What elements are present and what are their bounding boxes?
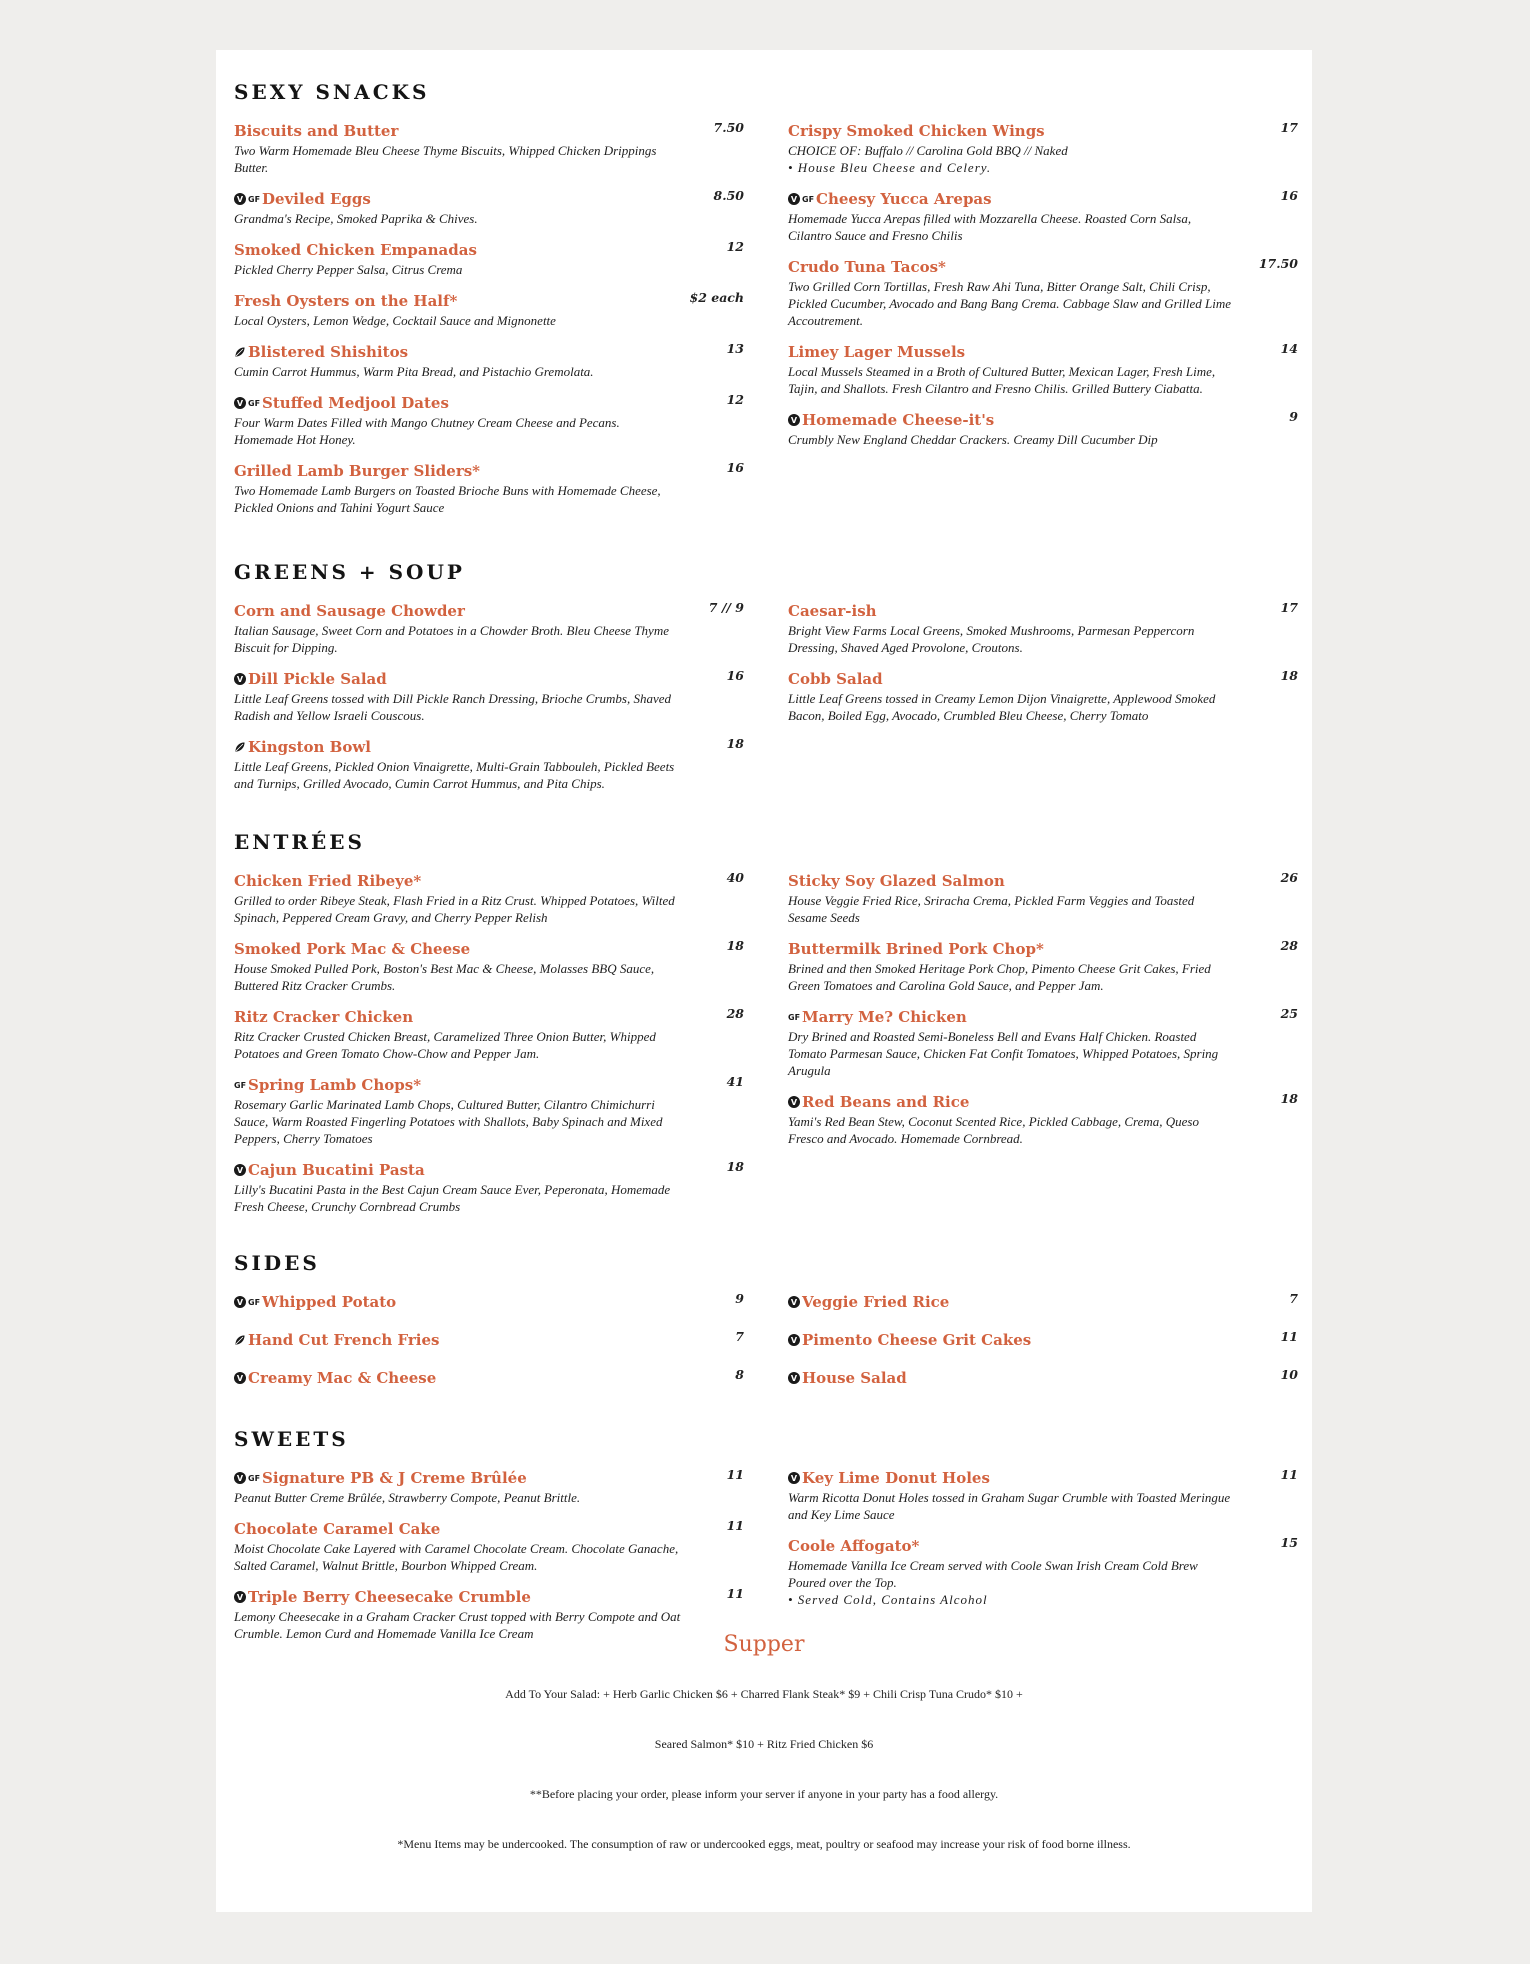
menu-item-price: 16 [726,668,744,683]
menu-item-name: Cobb Salad [788,670,883,688]
menu-item [234,392,744,448]
vegan-leaf-icon [234,346,246,358]
left-column [234,120,744,528]
menu-item-name: Signature PB & J Creme Brûlée [262,1469,527,1487]
menu-item-description: Bright View Farms Local Greens, Smoked Mushrooms, Parmesan Peppercorn Dressing, Shaved Aged Provolone, Croutons. [788,623,1195,655]
menu-item-description: Grandma's Recipe, Smoked Paprika & Chives. [234,211,478,226]
menu-item-header [234,1518,682,1540]
menu-item-name: Blistered Shishitos [248,343,409,361]
menu-item-price: 13 [726,341,744,356]
vegetarian-icon: V [788,1334,800,1346]
menu-item-header [234,870,682,892]
section-title: ENTRÉES [234,830,365,854]
menu-item-name: Marry Me? Chicken [802,1008,967,1026]
menu-item-name: Chocolate Caramel Cake [234,1520,441,1538]
section-sides [234,1251,1298,1405]
menu-item-name: Homemade Cheese-it's [802,411,995,429]
menu-item-price: 11 [726,1467,744,1482]
menu-item-header [788,120,1236,142]
section-sexy-snacks [234,80,1298,528]
menu-item-header [234,1367,682,1389]
left-column [234,600,744,804]
vegetarian-icon: V [234,397,246,409]
menu-item [234,239,744,278]
menu-item-name: Limey Lager Mussels [788,343,966,361]
menu-item-header [234,290,682,312]
menu-item-name: Deviled Eggs [262,190,371,208]
menu-item-name: Biscuits and Butter [234,122,399,140]
menu-item-name: Whipped Potato [262,1293,397,1311]
vegetarian-icon: V [788,1296,800,1308]
menu-item-price: 28 [1280,938,1298,953]
gluten-free-icon: GF [788,1012,801,1022]
section-title: SIDES [234,1251,320,1275]
gluten-free-icon: GF [802,194,815,204]
menu-item-header [234,460,682,482]
menu-item-price: 14 [1280,341,1298,356]
menu-item [234,341,744,380]
menu-item-price: 41 [726,1074,744,1089]
menu-item-name: Pimento Cheese Grit Cakes [802,1331,1032,1349]
menu-item-header [234,736,682,758]
menu-item-note: • House Bleu Cheese and Celery. [788,160,992,175]
right-column [788,600,1298,804]
menu-item-name: Smoked Pork Mac & Cheese [234,940,471,958]
menu-item-name: Cajun Bucatini Pasta [248,1161,425,1179]
vegetarian-icon: V [788,1472,800,1484]
menu-item-description: Lemony Cheesecake in a Graham Cracker Crust topped with Berry Compote and Oat Crumble. Lemon Curd and Homemade Vanilla Ice Cream [234,1609,681,1641]
menu-item [788,1006,1298,1079]
vegetarian-icon: V [788,1096,800,1108]
menu-item-name: Ritz Cracker Chicken [234,1008,414,1026]
menu-item [234,600,744,656]
vegan-leaf-icon [234,741,246,753]
menu-item-header [788,1535,1236,1557]
menu-item [788,938,1298,994]
menu-item-price: 16 [726,460,744,475]
menu-item [234,1074,744,1147]
section-entrees [234,830,1298,1227]
vegan-leaf-icon [234,1334,246,1346]
menu-item-header [788,1367,1236,1389]
menu-item-name: Key Lime Donut Holes [802,1469,990,1487]
right-column [788,870,1298,1227]
section-greens-soup [234,560,1298,804]
menu-item-name: Fresh Oysters on the Half* [234,292,458,310]
menu-item-header [788,1467,1236,1489]
menu-item-price: 18 [1280,668,1298,683]
menu-item-price: 12 [726,239,744,254]
menu-item-description: Lilly's Bucatini Pasta in the Best Cajun Cream Sauce Ever, Peperonata, Homemade Fresh Cheese, Crunchy Cornbread Crumbs [234,1182,671,1214]
menu-item-name: Veggie Fried Rice [802,1293,950,1311]
right-column [788,1467,1298,1654]
menu-item-price: 18 [726,736,744,751]
menu-item [788,256,1298,329]
menu-item-name: Kingston Bowl [248,738,371,756]
menu-item-header [788,409,1236,431]
menu-item [234,1159,744,1215]
menu-item-header [234,239,682,261]
section-title: GREENS + SOUP [234,560,465,584]
menu-item [234,870,744,926]
menu-item-description: Local Oysters, Lemon Wedge, Cocktail Sauce and Mignonette [234,313,556,328]
menu-item [234,1367,744,1389]
gluten-free-icon: GF [248,398,261,408]
menu-item-price: 7 // 9 [708,600,744,615]
menu-item-price: 10 [1280,1367,1298,1382]
menu-item-price: 11 [1280,1329,1298,1344]
menu-item-header [234,341,682,363]
menu-item-name: Cheesy Yucca Arepas [816,190,992,208]
menu-item-header [234,392,682,414]
menu-item-price: 40 [726,870,744,885]
menu-item-price: 16 [1280,188,1298,203]
left-column [234,1467,744,1654]
menu-item-description: Local Mussels Steamed in a Broth of Cultured Butter, Mexican Lager, Fresh Lime, Tajin, and Shallots. Fresh Cilantro and Fresno Chilis. Grilled Buttery Ciabatta. [788,364,1216,396]
menu-item [788,870,1298,926]
vegetarian-icon: V [234,1472,246,1484]
menu-item-price: 8 [735,1367,744,1382]
menu-item-description: House Smoked Pulled Pork, Boston's Best Mac & Cheese, Molasses BBQ Sauce, Buttered Ritz Cracker Crumbs. [234,961,655,993]
menu-item [234,668,744,724]
menu-item [234,120,744,176]
menu-item-header [788,256,1236,278]
vegetarian-icon: V [234,1372,246,1384]
menu-item-price: 12 [726,392,744,407]
menu-item-name: Grilled Lamb Burger Sliders* [234,462,481,480]
menu-item-header [788,600,1236,622]
menu-item-price: 7 [735,1329,744,1344]
menu-item-price: 11 [726,1586,744,1601]
menu-item [788,120,1298,176]
salad-addons-line-2: Seared Salmon* $10 + Ritz Fried Chicken $6 [654,1737,874,1751]
menu-item-description: Pickled Cherry Pepper Salsa, Citrus Crema [234,262,463,277]
menu-item-description: Dry Brined and Roasted Semi-Boneless Bell and Evans Half Chicken. Roasted Tomato Parmesan Sauce, Chicken Fat Confit Tomatoes, Whipped Potatoes, Spring Arugula [788,1029,1219,1078]
menu-item-price: 17 [1280,120,1298,135]
menu-item-name: Red Beans and Rice [802,1093,970,1111]
menu-item [788,1535,1298,1608]
menu-item-price: 17 [1280,600,1298,615]
menu-item-price: 9 [735,1291,744,1306]
menu-item-price: 7.50 [713,120,744,135]
menu-item [234,290,744,329]
menu-item [234,1006,744,1062]
menu-item-name: Chicken Fried Ribeye* [234,872,422,890]
menu-item-name: Stuffed Medjool Dates [262,394,449,412]
menu-item-header [234,1467,682,1489]
menu-item-description: Little Leaf Greens tossed with Dill Pickle Ranch Dressing, Brioche Crumbs, Shaved Radish and Yellow Israeli Couscous. [234,691,672,723]
menu-item-name: Coole Affogato* [788,1537,920,1555]
gluten-free-icon: GF [248,1473,261,1483]
vegetarian-icon: V [788,1372,800,1384]
menu-item-header [234,188,682,210]
menu-item-name: Spring Lamb Chops* [248,1076,422,1094]
menu-item [788,1367,1298,1389]
menu-item-name: Caesar-ish [788,602,877,620]
menu-item-description: Two Warm Homemade Bleu Cheese Thyme Biscuits, Whipped Chicken Drippings Butter. [234,143,657,175]
menu-item-description: Crumbly New England Cheddar Crackers. Creamy Dill Cucumber Dip [788,432,1158,447]
menu-item-name: Creamy Mac & Cheese [248,1369,437,1387]
menu-item [788,341,1298,397]
menu-item-note: • Served Cold, Contains Alcohol [788,1592,988,1607]
menu-item-description: Italian Sausage, Sweet Corn and Potatoes in a Chowder Broth. Bleu Cheese Thyme Biscuit for Dipping. [234,623,669,655]
menu-item-description: Yami's Red Bean Stew, Coconut Scented Rice, Pickled Cabbage, Crema, Queso Fresco and Avocado. Homemade Cornbread. [788,1114,1199,1146]
menu-item-name: Triple Berry Cheesecake Crumble [248,1588,531,1606]
vegetarian-icon: V [788,193,800,205]
menu-item [788,668,1298,724]
menu-item-header [788,668,1236,690]
menu-item-price: 18 [726,938,744,953]
menu-item [788,600,1298,656]
right-column [788,120,1298,528]
section-title: SWEETS [234,1427,349,1451]
left-column [234,870,744,1227]
menu-item [788,188,1298,244]
section-sweets [234,1427,1298,1654]
menu-item-header [788,341,1236,363]
menu-content [234,80,1298,1680]
menu-item-description: Four Warm Dates Filled with Mango Chutney Cream Cheese and Pecans. Homemade Hot Honey. [234,415,620,447]
allergy-notice: **Before placing your order, please inform your server if anyone in your party has a food allergy. [529,1787,999,1801]
menu-item-price: 25 [1280,1006,1298,1021]
menu-item [788,1291,1298,1313]
menu-item-description: Moist Chocolate Cake Layered with Caramel Chocolate Cream. Chocolate Ganache, Salted Caramel, Walnut Brittle, Bourbon Whipped Cream. [234,1541,679,1573]
salad-addons-line-1: Add To Your Salad: + Herb Garlic Chicken $6 + Charred Flank Steak* $9 + Chili Crisp Tuna Crudo* $10 + [505,1687,1023,1701]
menu-item-price: 18 [1280,1091,1298,1106]
menu-item [234,188,744,227]
menu-item [788,409,1298,448]
menu-item-name: Dill Pickle Salad [248,670,387,688]
menu-item-name: House Salad [802,1369,907,1387]
menu-item [234,938,744,994]
menu-item-header [788,938,1236,960]
menu-item-header [234,1006,682,1028]
menu-item-description: Two Grilled Corn Tortillas, Fresh Raw Ahi Tuna, Bitter Orange Salt, Chili Crisp, Pickled Cucumber, Avocado and Bang Bang Crema. Cabbage Slaw and Grilled Lime Accoutrement. [788,279,1232,328]
menu-item-price: 18 [726,1159,744,1174]
menu-item-header [234,668,682,690]
menu-item-header [234,938,682,960]
menu-item-price: 9 [1289,409,1298,424]
menu-item [788,1091,1298,1147]
menu-item-description: Cumin Carrot Hummus, Warm Pita Bread, and Pistachio Gremolata. [234,364,594,379]
menu-item-description: Homemade Vanilla Ice Cream served with Coole Swan Irish Cream Cold Brew Poured over the Top. [788,1558,1198,1590]
vegetarian-icon: V [234,1296,246,1308]
left-column [234,1291,744,1405]
undercooked-notice: *Menu Items may be undercooked. The consumption of raw or undercooked eggs, meat, poultry or seafood may increase your risk of food borne illness. [397,1837,1131,1851]
menu-item [234,736,744,792]
gluten-free-icon: GF [248,1297,261,1307]
gluten-free-icon: GF [234,1080,247,1090]
menu-item-name: Crispy Smoked Chicken Wings [788,122,1045,140]
menu-item-name: Smoked Chicken Empanadas [234,241,477,259]
menu-item-name: Crudo Tuna Tacos* [788,258,946,276]
menu-item-name: Buttermilk Brined Pork Chop* [788,940,1044,958]
menu-item-price: 28 [726,1006,744,1021]
menu-item-header [788,870,1236,892]
menu-item [234,460,744,516]
menu-footer [216,1632,1312,1887]
menu-item-header [788,1291,1236,1313]
menu-item-name: Sticky Soy Glazed Salmon [788,872,1005,890]
menu-item-header [234,1291,682,1313]
menu-item-description: Brined and then Smoked Heritage Pork Chop, Pimento Cheese Grit Cakes, Fried Green Tomatoes and Carolina Gold Sauce, and Pepper Jam. [788,961,1211,993]
menu-item-header [788,1091,1236,1113]
vegetarian-icon: V [234,1591,246,1603]
menu-item-header [788,188,1236,210]
menu-item-price: $2 each [689,290,744,305]
vegetarian-icon: V [234,673,246,685]
menu-item-price: 8.50 [713,188,744,203]
right-column [788,1291,1298,1405]
footer-title: Supper [723,1632,805,1657]
menu-item-description: House Veggie Fried Rice, Sriracha Crema, Pickled Farm Veggies and Toasted Sesame Seeds [788,893,1195,925]
menu-item-header [234,1329,682,1351]
vegetarian-icon: V [234,1164,246,1176]
menu-item [234,1518,744,1574]
menu-item-price: 11 [1280,1467,1298,1482]
menu-item-price: 17.50 [1258,256,1298,271]
menu-item-header [234,600,682,622]
vegetarian-icon: V [234,193,246,205]
menu-item [788,1467,1298,1523]
menu-item-description: Ritz Cracker Crusted Chicken Breast, Caramelized Three Onion Butter, Whipped Potatoes and Green Tomato Chow-Chow and Pepper Jam. [234,1029,656,1061]
menu-item [234,1291,744,1313]
menu-item-header [234,1074,682,1096]
menu-item-description: Warm Ricotta Donut Holes tossed in Graham Sugar Crumble with Toasted Meringue and Key Lime Sauce [788,1490,1231,1522]
menu-item-description: Homemade Yucca Arepas filled with Mozzarella Cheese. Roasted Corn Salsa, Cilantro Sauce and Fresno Chilis [788,211,1192,243]
menu-item-header [788,1006,1236,1028]
menu-item-price: 15 [1280,1535,1298,1550]
menu-item-header [234,1586,682,1608]
menu-item-name: Hand Cut French Fries [248,1331,440,1349]
menu-item [234,1329,744,1351]
menu-item-description: Rosemary Garlic Marinated Lamb Chops, Cultured Butter, Cilantro Chimichurri Sauce, Warm Roasted Fingerling Potatoes with Shallots, Baby Spinach and Mixed Peppers, Cherry Tomatoes [234,1097,663,1146]
menu-item-description: CHOICE OF: Buffalo // Carolina Gold BBQ // Naked [788,143,1068,158]
section-title: SEXY SNACKS [234,80,430,104]
menu-item-description: Two Homemade Lamb Burgers on Toasted Brioche Buns with Homemade Cheese, Pickled Onions and Tahini Yogurt Sauce [234,483,661,515]
menu-item-description: Peanut Butter Creme Brûlée, Strawberry Compote, Peanut Brittle. [234,1490,581,1505]
menu-item-description: Grilled to order Ribeye Steak, Flash Fried in a Ritz Crust. Whipped Potatoes, Wilted Spinach, Peppered Cream Gravy, and Cherry Pepper Relish [234,893,675,925]
menu-item-header [788,1329,1236,1351]
vegetarian-icon: V [788,414,800,426]
menu-item-header [234,1159,682,1181]
menu-item-price: 26 [1280,870,1298,885]
menu-item-name: Corn and Sausage Chowder [234,602,465,620]
menu-item [788,1329,1298,1351]
menu-item-header [234,120,682,142]
gluten-free-icon: GF [248,194,261,204]
menu-item-price: 11 [726,1518,744,1533]
menu-item-price: 7 [1289,1291,1298,1306]
menu-item [234,1467,744,1506]
menu-item-description: Little Leaf Greens, Pickled Onion Vinaigrette, Multi-Grain Tabbouleh, Pickled Beets and Turnips, Grilled Avocado, Cumin Carrot Hummus, and Pita Chips. [234,759,675,791]
menu-item-description: Little Leaf Greens tossed in Creamy Lemon Dijon Vinaigrette, Applewood Smoked Bacon, Boiled Egg, Avocado, Crumbled Bleu Cheese, Cherry Tomato [788,691,1216,723]
